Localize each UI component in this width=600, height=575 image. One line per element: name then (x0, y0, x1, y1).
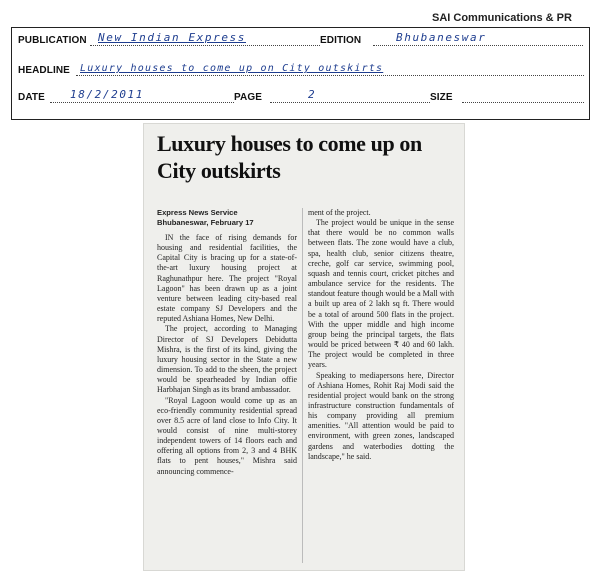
article-byline (157, 208, 297, 228)
dotted-line (50, 102, 234, 103)
publication-value: New Indian Express (98, 31, 247, 44)
article-column-left (157, 233, 297, 477)
article-column-right (308, 208, 454, 462)
paragraph: Speaking to mediapersons here, Director of Ashiana Homes, Rohit Raj Modi said the residential project would bank on the strong infrastructure construction fundamentals of his company providing all premium amenities. "All attention would be paid to environment, with green zones, landscaped gardens and waterbodies dotting the landscape," he said. (308, 370, 454, 461)
date-row (18, 88, 583, 110)
dotted-line (270, 102, 430, 103)
dotted-line (462, 102, 584, 103)
size-label: SIZE (430, 92, 453, 103)
date-value: 18/2/2011 (70, 88, 145, 101)
publication-label: PUBLICATION (18, 35, 87, 46)
paragraph: The project, according to Managing Director of SJ Developers Debidutta Mishra, is the first of its kind, giving the luxury housing sector in the State a new dimension. To add to the sheen, the project would be spearheaded by Indian offie Harbhajan Singh as its brand ambassador. (157, 324, 297, 395)
clipping-info-form (11, 27, 590, 120)
column-divider (302, 208, 303, 563)
headline-label: HEADLINE (18, 65, 70, 76)
dotted-line (373, 45, 583, 46)
page-value: 2 (308, 88, 317, 101)
edition-value: Bhubaneswar (396, 31, 487, 44)
byline-source: Express News Service (157, 208, 238, 217)
paragraph: The project would be unique in the sense that there would be no common walls between flats. The zone would have a club, spa, health club, senior citizens theatre, creche, golf car service, swimming pool, squash and tennis court, cricket pitches and ambulance service for the residents. The standout feature though would be a Mall with a built up area of 2 lakh sq ft. There would be a total of around 500 flats in the project. With the upper middle and high income group being the principal targets, the flats would be priced between ₹ 40 and 60 lakh. The project would be completed in three years. (308, 218, 454, 370)
page-label: PAGE (234, 92, 262, 103)
edition-label: EDITION (320, 35, 362, 46)
dotted-line (76, 75, 584, 76)
headline-row (18, 65, 583, 83)
publication-row (18, 31, 583, 53)
newspaper-clipping (144, 124, 464, 570)
byline-place: Bhubaneswar, February 17 (157, 218, 254, 227)
article-headline: Luxury houses to come up on City outskirts (157, 131, 422, 183)
agency-name: SAI Communications & PR (432, 12, 572, 24)
headline-value: Luxury houses to come up on City outskirts (80, 63, 384, 74)
date-label: DATE (18, 92, 45, 103)
paragraph: ment of the project. (308, 208, 371, 217)
paragraph: "Royal Lagoon would come up as an eco-friendly community residential spread over 8.5 acre of land close to Info City. It would consist of nine multi-storey independent towers of 14 floors each and offering all options from 2, 3 and 4 BHK flats to pent houses," Mishra said announcing commence- (157, 395, 297, 476)
paragraph: IN the face of rising demands for housing and residential facilities, the Capital City is bracing up for a state-of-the-art luxury housing project at Raghunathpur here. The project "Royal Lagoon" has been drawn up as a joint venture between leading city-based real estate company SJ Developers and the reputed Ashiana Homes, New Delhi. (157, 233, 297, 324)
dotted-line (90, 45, 320, 46)
